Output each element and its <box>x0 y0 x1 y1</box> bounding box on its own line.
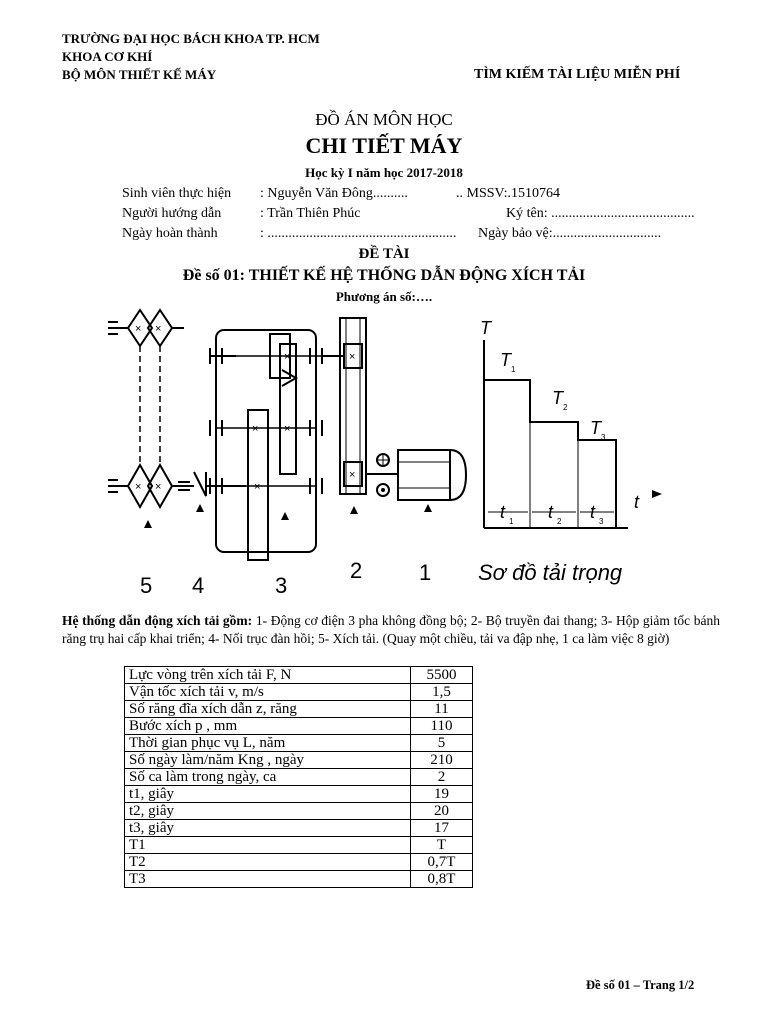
table-row <box>125 786 473 803</box>
signature-line: Ký tên: ......................................... <box>506 206 695 221</box>
label-conveyor: 5 <box>140 573 153 598</box>
param-value: T <box>411 837 473 854</box>
completion-label: Ngày hoàn thành <box>122 226 218 241</box>
student-id: .. MSSV:.1510764 <box>456 186 560 201</box>
svg-text:×: × <box>349 351 356 363</box>
param-name: T2 <box>125 854 411 871</box>
defense-date: Ngày bảo vệ:............................... <box>478 226 662 241</box>
label-motor: 1 <box>419 560 432 585</box>
T3-label: T <box>590 418 601 438</box>
table-row <box>125 803 473 820</box>
drive-system-diagram <box>0 300 768 610</box>
table-row <box>125 854 473 871</box>
svg-text:×: × <box>349 469 356 481</box>
load-diagram-title: Sơ đồ tải trọng <box>478 560 623 585</box>
param-value: 2 <box>411 769 473 786</box>
svg-text:2: 2 <box>557 517 562 526</box>
param-value: 5500 <box>411 667 473 684</box>
table-row <box>125 769 473 786</box>
T1-label: T <box>500 350 511 370</box>
free-docs-note: TÌM KIẾM TÀI LIỆU MIỄN PHÍ <box>474 67 681 82</box>
topic-heading: ĐỀ TÀI <box>358 246 410 262</box>
param-name: t1, giây <box>125 786 411 803</box>
table-row <box>125 667 473 684</box>
param-name: T1 <box>125 837 411 854</box>
svg-text:1: 1 <box>509 517 514 526</box>
param-value: 19 <box>411 786 473 803</box>
svg-text:3: 3 <box>599 517 604 526</box>
table-row <box>125 684 473 701</box>
table-row <box>125 701 473 718</box>
faculty-name: KHOA CƠ KHÍ <box>62 49 153 64</box>
param-value: 5 <box>411 735 473 752</box>
param-name: Thời gian phục vụ L, năm <box>125 735 411 752</box>
svg-text:×: × <box>254 481 261 493</box>
param-name: t2, giây <box>125 803 411 820</box>
topic-title: Đề số 01: THIẾT KẾ HỆ THỐNG DẪN ĐỘNG XÍCH TẢI <box>182 267 586 284</box>
param-value: 17 <box>411 820 473 837</box>
description-text: 1- Động cơ điện 3 pha không đồng bộ; 2- Bộ truyền đai thang; 3- Hộp giảm tốc bánh răng trụ hai cấp khai triển; 4- Nối trục đàn hồi; 5- Xích tải. (Quay một chiều, tải va đập nhẹ, 1 ca làm việc 8 giờ) <box>62 613 721 646</box>
param-name: T3 <box>125 871 411 888</box>
description-heading: Hệ thống dẫn động xích tải gồm: <box>62 613 253 628</box>
variant: Phương án số:…. <box>335 289 433 304</box>
table-row <box>125 718 473 735</box>
subject-title: CHI TIẾT MÁY <box>305 133 463 158</box>
university-name: TRƯỜNG ĐẠI HỌC BÁCH KHOA TP. HCM <box>62 31 320 46</box>
param-value: 1,5 <box>411 684 473 701</box>
system-description <box>62 612 720 648</box>
svg-text:×: × <box>135 481 142 493</box>
svg-text:×: × <box>135 323 142 335</box>
param-name: Bước xích p , mm <box>125 718 411 735</box>
completion-value: : ...................................................... <box>260 226 457 241</box>
svg-text:×: × <box>284 351 291 363</box>
T2-label: T <box>552 388 563 408</box>
table-row <box>125 735 473 752</box>
label-coupling: 4 <box>192 573 205 598</box>
param-name: Số ngày làm/năm Kng , ngày <box>125 752 411 769</box>
svg-text:1: 1 <box>511 365 516 374</box>
student-label: Sinh viên thực hiện <box>122 186 232 201</box>
table-row <box>125 752 473 769</box>
param-value: 0,8T <box>411 871 473 888</box>
label-gearbox: 3 <box>275 573 288 598</box>
axis-T-label: T <box>480 318 491 338</box>
table-row <box>125 871 473 888</box>
advisor-value: : Trần Thiên Phúc <box>260 206 361 221</box>
param-name: Số răng đĩa xích dẫn z, răng <box>125 701 411 718</box>
param-value: 11 <box>411 701 473 718</box>
page-footer: Đề số 01 – Trang 1/2 <box>586 978 695 992</box>
param-value: 20 <box>411 803 473 820</box>
param-value: 0,7T <box>411 854 473 871</box>
t1-label: t <box>500 502 506 522</box>
table-row <box>125 820 473 837</box>
param-value: 110 <box>411 718 473 735</box>
param-name: Lực vòng trên xích tải F, N <box>125 667 411 684</box>
semester: Học kỳ I năm học 2017-2018 <box>305 165 463 180</box>
table-row <box>125 837 473 854</box>
label-belt-drive: 2 <box>350 558 363 583</box>
param-value: 210 <box>411 752 473 769</box>
axis-t-label: t <box>634 492 640 512</box>
department-name: BỘ MÔN THIẾT KẾ MÁY <box>62 67 217 82</box>
svg-text:×: × <box>284 423 291 435</box>
param-name: Vận tốc xích tải v, m/s <box>125 684 411 701</box>
svg-text:×: × <box>155 323 162 335</box>
advisor-label: Người hướng dẫn <box>122 206 222 221</box>
param-name: Số ca làm trong ngày, ca <box>125 769 411 786</box>
student-value: : Nguyễn Văn Đông.......... <box>260 186 408 201</box>
svg-text:×: × <box>252 423 259 435</box>
svg-text:2: 2 <box>563 403 568 412</box>
course-title: ĐỒ ÁN MÔN HỌC <box>315 110 453 129</box>
svg-text:3: 3 <box>601 433 606 442</box>
parameters-table <box>124 666 473 888</box>
param-name: t3, giây <box>125 820 411 837</box>
svg-text:×: × <box>155 481 162 493</box>
t3-label: t <box>590 502 596 522</box>
t2-label: t <box>548 502 554 522</box>
